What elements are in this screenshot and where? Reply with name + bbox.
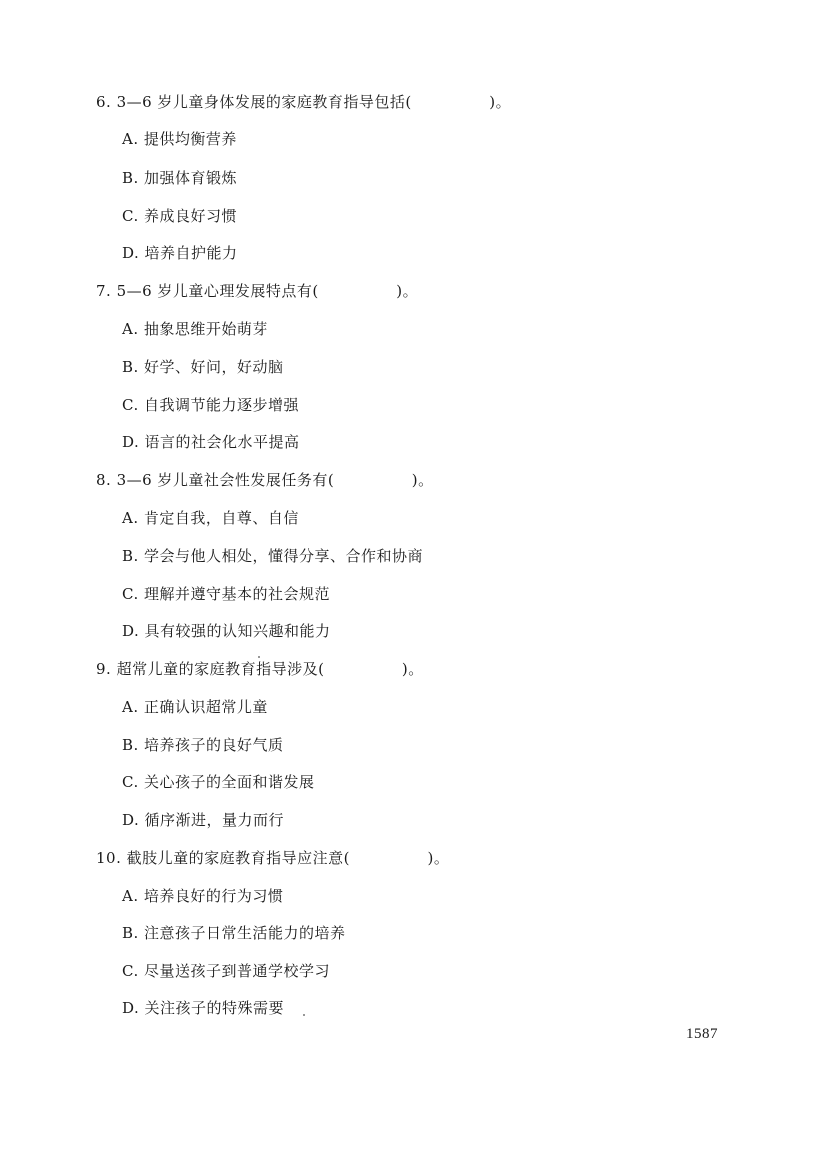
scan-speck	[258, 656, 260, 658]
page-number: 1587	[686, 1026, 718, 1042]
scan-speck	[303, 1014, 305, 1016]
question-6-option-a: A. 提供均衡营养	[122, 130, 237, 148]
question-9-option-c: C. 关心孩子的全面和谐发展	[122, 773, 315, 791]
question-8-stem: 8. 3—6 岁儿童社会性发展任务有( )。	[96, 471, 434, 489]
question-8-option-b: B. 学会与他人相处，懂得分享、合作和协商	[122, 547, 424, 565]
question-6-stem: 6. 3—6 岁儿童身体发展的家庭教育指导包括( )。	[96, 93, 512, 111]
question-9-option-b: B. 培养孩子的良好气质	[122, 736, 284, 754]
question-9-option-a: A. 正确认识超常儿童	[122, 698, 268, 716]
question-7-option-c: C. 自我调节能力逐步增强	[122, 396, 299, 414]
question-6-option-b: B. 加强体育锻炼	[122, 169, 238, 187]
question-7-option-a: A. 抽象思维开始萌芽	[122, 320, 268, 338]
question-10-option-b: B. 注意孩子日常生活能力的培养	[122, 924, 346, 942]
question-6-option-c: C. 养成良好习惯	[122, 207, 237, 225]
question-8-option-c: C. 理解并遵守基本的社会规范	[122, 585, 330, 603]
question-8-option-d: D. 具有较强的认知兴趣和能力	[122, 622, 331, 640]
question-9-stem: 9. 超常儿童的家庭教育指导涉及( )。	[96, 660, 424, 678]
question-7-option-d: D. 语言的社会化水平提高	[122, 433, 300, 451]
question-10-option-c: C. 尽量送孩子到普通学校学习	[122, 962, 330, 980]
question-7-stem: 7. 5—6 岁儿童心理发展特点有( )。	[96, 282, 419, 300]
question-10-stem: 10. 截肢儿童的家庭教育指导应注意( )。	[96, 849, 450, 867]
question-9-option-d: D. 循序渐进，量力而行	[122, 811, 285, 829]
question-10-option-d: D. 关注孩子的特殊需要	[122, 999, 285, 1017]
question-8-option-a: A. 肯定自我，自尊、自信	[122, 509, 299, 527]
question-7-option-b: B. 好学、好问，好动脑	[122, 358, 284, 376]
question-10-option-a: A. 培养良好的行为习惯	[122, 887, 284, 905]
question-6-option-d: D. 培养自护能力	[122, 244, 238, 262]
